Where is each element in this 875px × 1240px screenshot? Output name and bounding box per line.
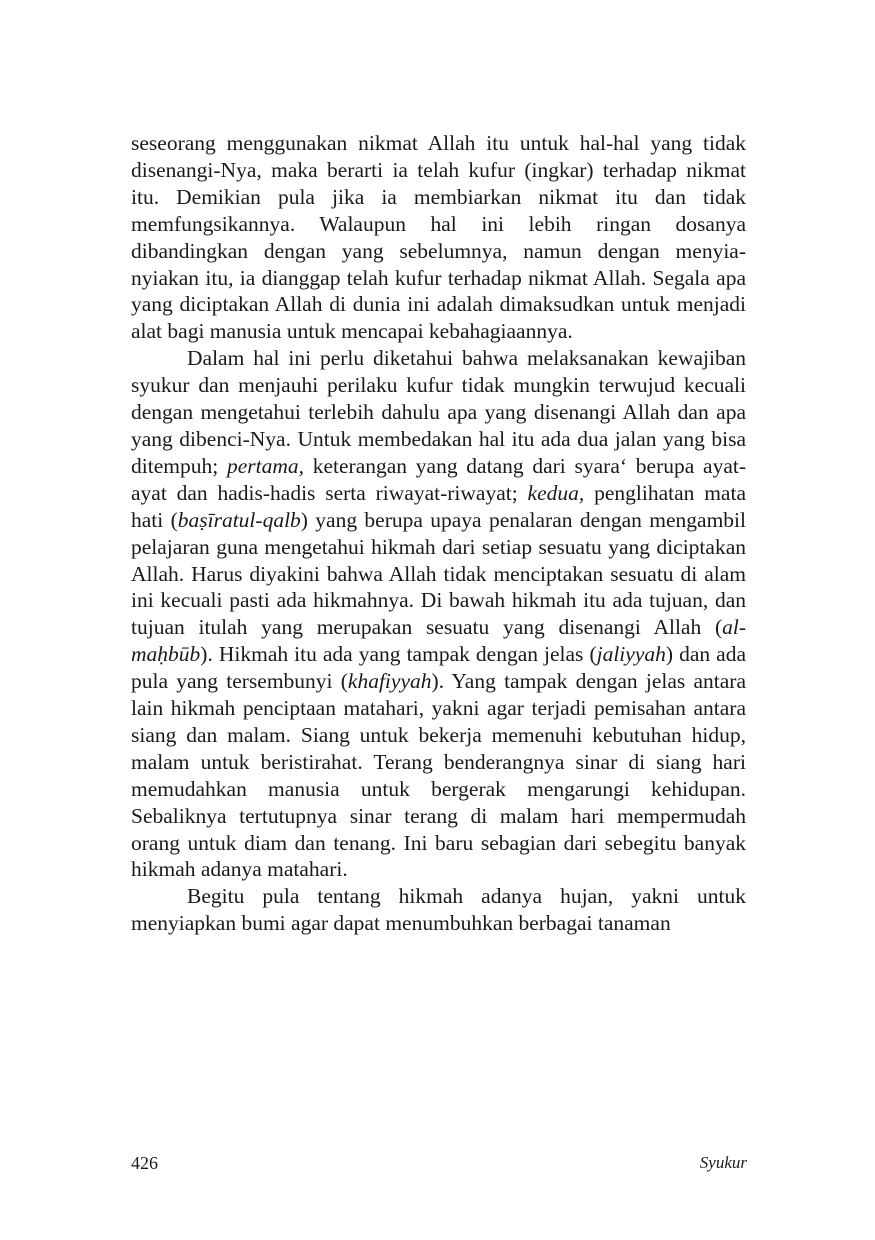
- text-run: ) dan ada pula yang tersembunyi (: [131, 642, 746, 694]
- paragraph: [131, 883, 746, 937]
- text-run: ). Yang tampak dengan jelas antara lain hikmah penciptaan matahari, yakni agar terjadi pemisahan antara siang dan malam. Siang untuk bekerja memenuhi kebutuhan hidup, malam untuk beristirahat. Terang benderangnya sinar di siang hari memudahkan manusia untuk bergerak mengarungi kehidupan. Sebaliknya tertutupnya sinar terang di malam hari mempermudah orang untuk diam dan tenang. Ini baru sebagian dari sebegitu banyak hikmah adanya matahari.: [131, 669, 746, 882]
- body-text: [131, 130, 746, 937]
- running-title: Syukur: [699, 1153, 747, 1172]
- text-run: Begitu pula tentang hikmah adanya hujan, yakni untuk menyiapkan bumi agar dapat menumbuhkan berbagai tanaman: [131, 884, 746, 936]
- italic-term: jaliyyah: [596, 642, 666, 667]
- text-run: ) yang berupa upaya penalaran dengan mengambil pelajaran guna mengetahui hikmah dari setiap sesuatu yang diciptakan Allah. Harus diyakini bahwa Allah tidak menciptakan sesuatu di alam ini kecuali pasti ada hikmahnya. Di bawah hikmah itu ada tujuan, dan tujuan itulah yang merupakan sesuatu yang disenangi Allah (: [131, 507, 746, 640]
- italic-term: kedua,: [527, 480, 585, 505]
- text-run: ). Hikmah itu ada yang tampak dengan jelas (: [200, 642, 597, 667]
- paragraph: [131, 345, 746, 883]
- text-run: Dalam hal ini perlu diketahui bahwa melaksanakan kewajiban syukur dan menjauhi perilaku kufur tidak mungkin terwujud kecuali dengan mengetahui terlebih dahulu apa yang disenangi Allah dan apa yang dibenci-Nya. Untuk membedakan hal itu ada dua jalan yang bisa ditempuh;: [131, 346, 746, 478]
- italic-term: khafiyyah: [347, 669, 432, 694]
- italic-term: baṣīratul-qalb: [177, 507, 301, 532]
- italic-term: al-maḥbūb: [131, 615, 746, 667]
- italic-term: pertama,: [226, 453, 304, 478]
- page-number: 426: [131, 1153, 158, 1173]
- text-run: keterangan yang datang dari syara‘ berupa ayat-ayat dan hadis-hadis serta riwayat-riwayat;: [131, 453, 746, 505]
- paragraph: [131, 130, 746, 345]
- text-run: seseorang menggunakan nikmat Allah itu untuk hal-hal yang tidak disenangi-Nya, maka berarti ia telah kufur (ingkar) terhadap nikmat itu. Demikian pula jika ia membiarkan nikmat itu dan tidak memfungsikannya. Walaupun hal ini lebih ringan dosanya dibandingkan dengan yang sebelumnya, namun dengan menyia-nyiakan itu, ia dianggap telah kufur terhadap nikmat Allah. Segala apa yang diciptakan Allah di dunia ini adalah dimaksudkan untuk menjadi alat bagi manusia untuk mencapai kebahagiaannya.: [131, 131, 746, 344]
- text-run: penglihatan mata hati (: [131, 480, 746, 532]
